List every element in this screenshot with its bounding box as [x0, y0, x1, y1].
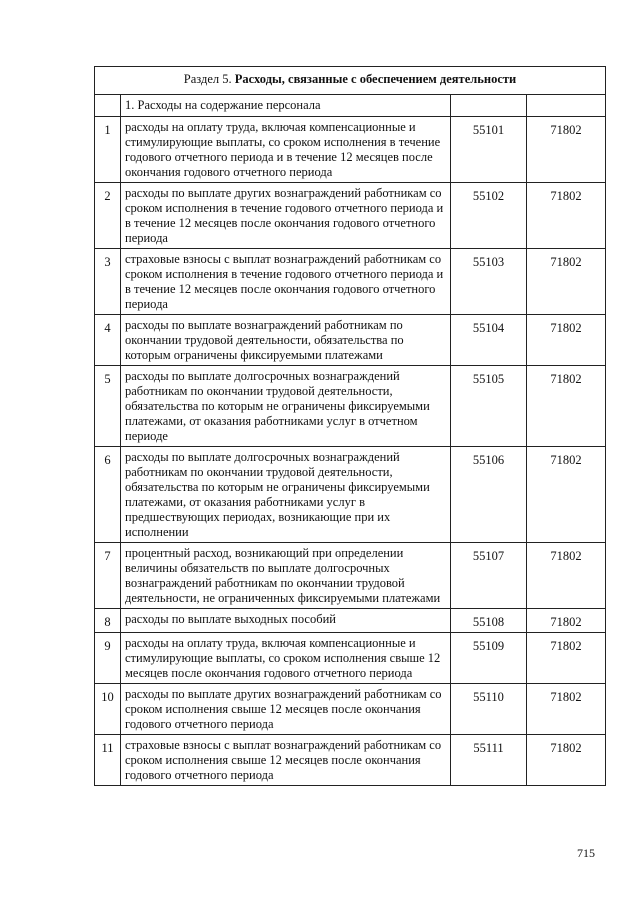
row-account: 71802 — [527, 315, 606, 366]
row-number: 4 — [95, 315, 121, 366]
row-code: 55110 — [451, 684, 527, 735]
row-description: расходы по выплате долгосрочных вознаграждений работникам по окончании трудовой деятельности, обязательства по которым не ограничены фиксируемыми платежами, от оказания работниками услуг в отчетном периоде — [121, 366, 451, 447]
row-account: 71802 — [527, 249, 606, 315]
table-row — [95, 183, 606, 249]
accounts-table — [94, 66, 606, 786]
subsection-title: 1. Расходы на содержание персонала — [121, 95, 451, 117]
row-account: 71802 — [527, 183, 606, 249]
row-code: 55103 — [451, 249, 527, 315]
row-code: 55107 — [451, 543, 527, 609]
row-number: 10 — [95, 684, 121, 735]
row-code: 55105 — [451, 366, 527, 447]
row-description: процентный расход, возникающий при определении величины обязательств по выплате долгосрочных вознаграждений работникам по окончании трудовой деятельности, не ограниченных фиксируемыми платежами — [121, 543, 451, 609]
row-description: страховые взносы с выплат вознаграждений работникам со сроком исполнения свыше 12 месяцев после окончания годового отчетного периода — [121, 735, 451, 786]
table-row — [95, 684, 606, 735]
row-number: 8 — [95, 609, 121, 633]
subsection-row — [95, 95, 606, 117]
row-account: 71802 — [527, 609, 606, 633]
row-number: 2 — [95, 183, 121, 249]
row-account: 71802 — [527, 366, 606, 447]
row-number: 11 — [95, 735, 121, 786]
row-code: 55109 — [451, 633, 527, 684]
row-number: 5 — [95, 366, 121, 447]
empty-cell — [95, 95, 121, 117]
row-code: 55104 — [451, 315, 527, 366]
row-account: 71802 — [527, 117, 606, 183]
row-number: 9 — [95, 633, 121, 684]
row-code: 55108 — [451, 609, 527, 633]
table-row — [95, 447, 606, 543]
row-code: 55101 — [451, 117, 527, 183]
row-account: 71802 — [527, 735, 606, 786]
row-description: расходы на оплату труда, включая компенсационные и стимулирующие выплаты, со сроком исполнения в течение годового отчетного периода и в течение 12 месяцев после окончания годового отчетного периода — [121, 117, 451, 183]
row-description: страховые взносы с выплат вознаграждений работникам со сроком исполнения в течение годового отчетного периода и в течение 12 месяцев после окончания годового отчетного периода — [121, 249, 451, 315]
row-account: 71802 — [527, 684, 606, 735]
section-title — [95, 67, 606, 95]
empty-cell — [451, 95, 527, 117]
page-number: 715 — [577, 846, 595, 860]
section-prefix: Раздел 5. — [183, 72, 232, 86]
row-number: 1 — [95, 117, 121, 183]
row-description: расходы по выплате долгосрочных вознаграждений работникам по окончании трудовой деятельности, обязательства по которым не ограничены фиксируемыми платежами, от оказания работниками услуг в предшествующих периодах, возникающие при их исполнении — [121, 447, 451, 543]
row-code: 55111 — [451, 735, 527, 786]
row-code: 55106 — [451, 447, 527, 543]
row-description: расходы на оплату труда, включая компенсационные и стимулирующие выплаты, со сроком исполнения свыше 12 месяцев после окончания годового отчетного периода — [121, 633, 451, 684]
row-account: 71802 — [527, 633, 606, 684]
table-row — [95, 249, 606, 315]
table-row — [95, 609, 606, 633]
table-row — [95, 366, 606, 447]
table-row — [95, 543, 606, 609]
row-description: расходы по выплате других вознаграждений работникам со сроком исполнения в течение годового отчетного периода и в течение 12 месяцев после окончания годового отчетного периода — [121, 183, 451, 249]
table-row — [95, 633, 606, 684]
table-row — [95, 315, 606, 366]
row-account: 71802 — [527, 447, 606, 543]
table-row — [95, 117, 606, 183]
row-number: 3 — [95, 249, 121, 315]
row-description: расходы по выплате других вознаграждений работникам со сроком исполнения свыше 12 месяцев после окончания годового отчетного периода — [121, 684, 451, 735]
row-description: расходы по выплате вознаграждений работникам по окончании трудовой деятельности, обязательства по которым ограничены фиксируемыми платежами — [121, 315, 451, 366]
empty-cell — [527, 95, 606, 117]
section-header-row — [95, 67, 606, 95]
section-name: Расходы, связанные с обеспечением деятельности — [234, 72, 517, 86]
row-account: 71802 — [527, 543, 606, 609]
table-row — [95, 735, 606, 786]
row-number: 7 — [95, 543, 121, 609]
row-description: расходы по выплате выходных пособий — [121, 609, 451, 633]
row-code: 55102 — [451, 183, 527, 249]
row-number: 6 — [95, 447, 121, 543]
